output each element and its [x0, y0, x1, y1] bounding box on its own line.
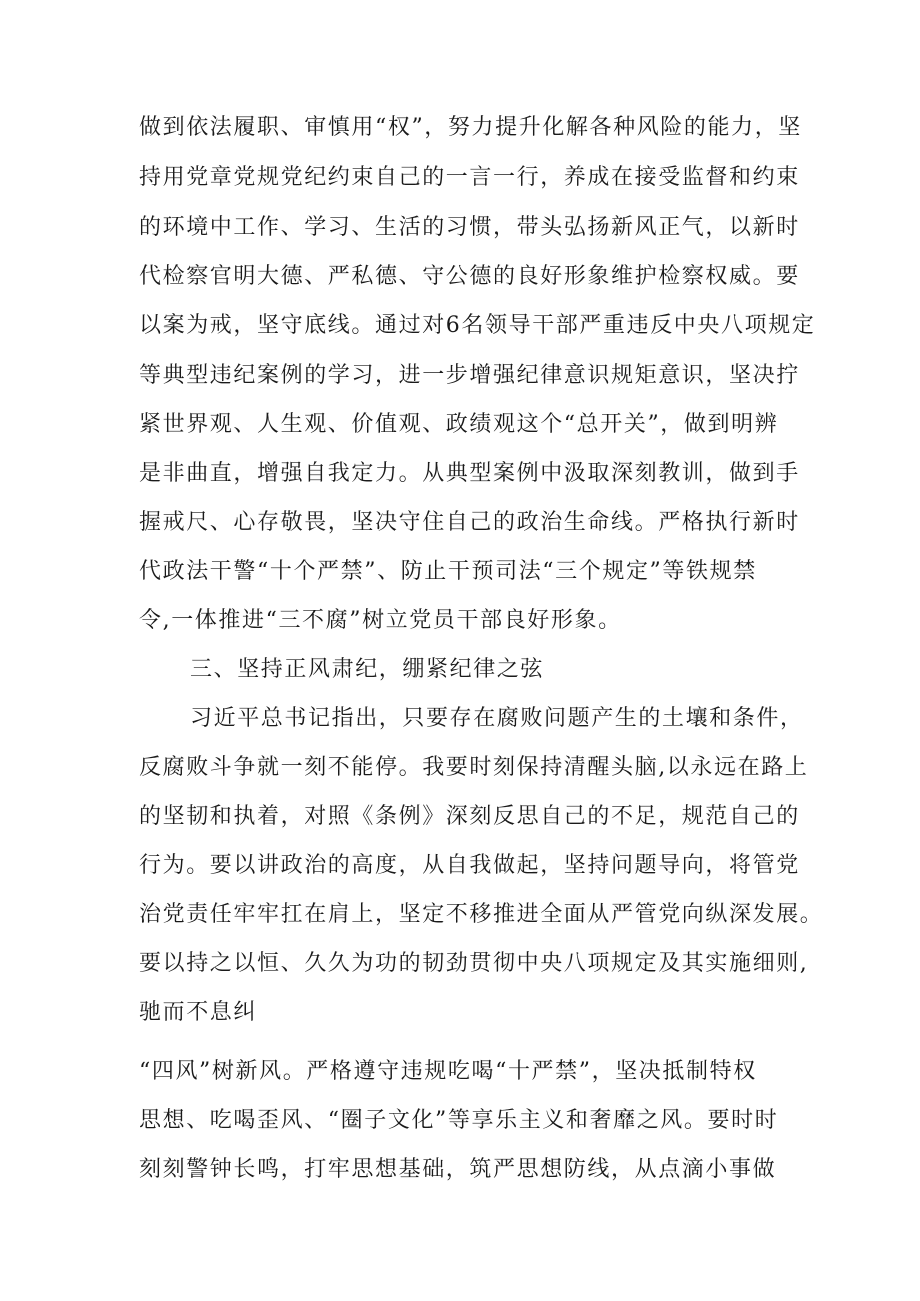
paragraph-line: 等典型违纪案例的学习，进一步增强纪律意识规矩意识，坚决拧 — [139, 363, 800, 388]
paragraph-line: 治党责任牢牢扛在肩上，坚定不移推进全面从严管党向纵深发展。 — [139, 902, 824, 927]
paragraph-line: 习近平总书记指出，只要存在腐败问题产生的土壤和条件， — [190, 706, 804, 731]
paragraph-line: 以案为戒，坚守底线。通过对6名领导干部严重违反中央八项规定 — [139, 313, 816, 338]
paragraph-line: 的环境中工作、学习、生活的习惯，带头弘扬新风正气，以新时 — [139, 215, 800, 240]
paragraph-line: “四风”树新风。严格遵守违规吃喝“十严禁”，坚决抵制特权 — [139, 1059, 757, 1084]
paragraph-line: 的坚韧和执着，对照《条例》深刻反思自己的不足，规范自己的 — [139, 804, 800, 829]
paragraph-line: 令,一体推进“三不腐”树立党员干部良好形象。 — [139, 608, 622, 633]
paragraph-line: 持用党章党规党纪约束自己的一言一行，养成在接受监督和约束 — [139, 165, 800, 190]
section-heading: 三、坚持正风肃纪，绷紧纪律之弦 — [190, 657, 545, 682]
paragraph-line: 刻刻警钟长鸣，打牢思想基础，筑严思想防线，从点滴小事做 — [139, 1157, 777, 1182]
paragraph-line: 行为。要以讲政治的高度，从自我做起，坚持问题导向，将管党 — [139, 853, 800, 878]
paragraph-line: 代检察官明大德、严私德、守公德的良好形象维护检察权威。要 — [139, 264, 800, 289]
paragraph-line: 紧世界观、人生观、价值观、政绩观这个“总开关”，做到明辨 — [139, 412, 779, 437]
paragraph-line: 握戒尺、心存敬畏，坚决守住自己的政治生命线。严格执行新时 — [139, 510, 800, 535]
paragraph-line: 做到依法履职、审慎用“权”，努力提升化解各种风险的能力，坚 — [139, 115, 802, 140]
paragraph-line: 驰而不息纠 — [139, 1000, 258, 1025]
paragraph-line: 思想、吃喝歪风、“圈子文化”等享乐主义和奢靡之风。要时时 — [139, 1108, 779, 1133]
paragraph-line: 要以持之以恒、久久为功的韧劲贯彻中央八项规定及其实施细则, — [139, 951, 809, 976]
paragraph-line: 代政法干警“十个严禁”、防止干预司法“三个规定”等铁规禁 — [139, 559, 757, 584]
paragraph-line: 是非曲直，增强自我定力。从典型案例中汲取深刻教训，做到手 — [139, 461, 800, 486]
paragraph-line: 反腐败斗争就一刻不能停。我要时刻保持清醒头脑,以永远在路上 — [139, 755, 809, 780]
